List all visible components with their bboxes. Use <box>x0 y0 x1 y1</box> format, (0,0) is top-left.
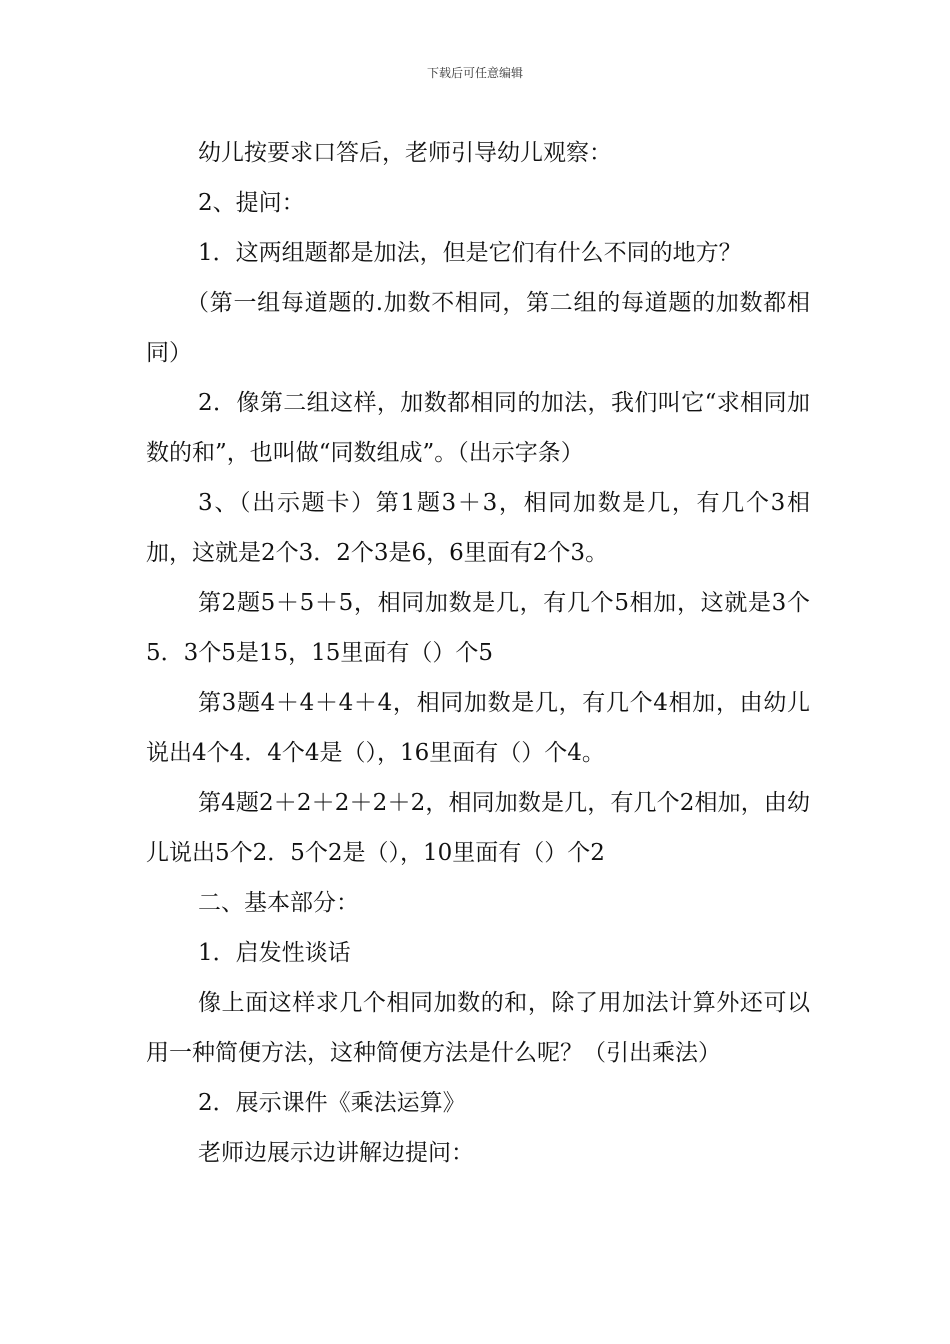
subheading: 1．启发性谈话 <box>198 940 351 966</box>
document-body <box>146 128 810 1178</box>
page-header: 下载后可任意编辑 <box>426 66 523 80</box>
paragraph: 3、（出示题卡）第1题3＋3，相同加数是几，有几个3相加，这就是2个3．2个3是6，6里面有2个3。 <box>146 490 810 566</box>
paragraph: （第一组每道题的.加数不相同，第二组的每道题的加数都相同） <box>146 290 810 366</box>
subheading: 2．展示课件《乘法运算》 <box>198 1090 466 1116</box>
section-heading: 二、基本部分： <box>198 890 359 916</box>
paragraph: 第3题4＋4＋4＋4，相同加数是几，有几个4相加，由幼儿说出4个4．4个4是（），16里面有（）个4。 <box>146 690 810 766</box>
paragraph: 2、提问： <box>198 190 305 216</box>
paragraph: 第2题5＋5＋5，相同加数是几，有几个5相加，这就是3个5．3个5是15，15里面有（）个5 <box>146 590 810 666</box>
paragraph: 幼儿按要求口答后，老师引导幼儿观察： <box>198 140 612 166</box>
paragraph: 像上面这样求几个相同加数的和，除了用加法计算外还可以用一种简便方法，这种简便方法是什么呢？（引出乘法） <box>146 990 810 1066</box>
paragraph: 2．像第二组这样，加数都相同的加法，我们叫它“求相同加数的和”，也叫做“同数组成”。（出示字条） <box>146 390 810 466</box>
paragraph: 1．这两组题都是加法，但是它们有什么不同的地方？ <box>198 240 742 266</box>
paragraph: 第4题2＋2＋2＋2＋2，相同加数是几，有几个2相加，由幼儿说出5个2．5个2是（），10里面有（）个2 <box>146 790 810 866</box>
paragraph: 老师边展示边讲解边提问： <box>198 1140 474 1166</box>
